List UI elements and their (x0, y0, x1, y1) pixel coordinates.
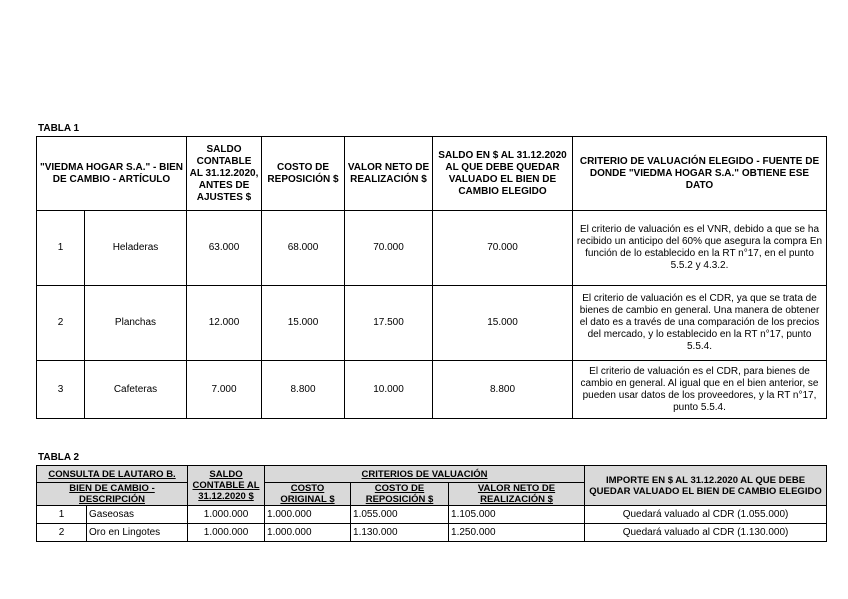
row-final: 8.800 (433, 361, 573, 419)
saldo-line2: CONTABLE AL (192, 480, 260, 491)
header-costo-reposicion (351, 483, 449, 506)
header-criterio: CRITERIO DE VALUACIÓN ELEGIDO - FUENTE DE DONDE "VIEDMA HOGAR S.A." OBTIENE ESE DATO (573, 137, 827, 211)
header-descripcion (37, 483, 188, 506)
row-vnr: 70.000 (345, 211, 433, 286)
bien-line: BIEN DE CAMBIO - (69, 483, 155, 494)
row-number: 1 (37, 506, 87, 524)
row-importe: Quedará valuado al CDR (1.130.000) (585, 524, 827, 542)
row-saldo: 12.000 (187, 286, 262, 361)
header-costo-original (265, 483, 351, 506)
saldo-line3: 31.12.2020 $ (198, 491, 254, 502)
row-costo-original: 1.000.000 (265, 524, 351, 542)
row-saldo: 1.000.000 (188, 506, 265, 524)
row-criterio: El criterio de valuación es el VNR, debido a que se ha recibido un anticipo del 60% que asegura la compra En función de lo establecido en la RT n°17, en el punto 5.5.2 y 4.3.2. (573, 211, 827, 286)
row-costo: 8.800 (262, 361, 345, 419)
header-articulo: "VIEDMA HOGAR S.A." - BIEN DE CAMBIO - ARTÍCULO (37, 137, 187, 211)
table-row (37, 524, 827, 542)
row-cdr: 1.130.000 (351, 524, 449, 542)
table-row (37, 286, 827, 361)
row-importe: Quedará valuado al CDR (1.055.000) (585, 506, 827, 524)
table-row (37, 506, 827, 524)
header-importe: IMPORTE EN $ AL 31.12.2020 AL QUE DEBE QUEDAR VALUADO EL BIEN DE CAMBIO ELEGIDO (585, 466, 827, 506)
vnr-line1: VALOR NETO DE (477, 483, 556, 494)
tabla1-caption: TABLA 1 (38, 123, 80, 134)
row-articulo: Heladeras (85, 211, 187, 286)
cdr-line1: COSTO DE (374, 483, 425, 494)
row-articulo: Cafeteras (85, 361, 187, 419)
row-saldo: 1.000.000 (188, 524, 265, 542)
row-cdr: 1.055.000 (351, 506, 449, 524)
row-number: 3 (37, 361, 85, 419)
costo-line2: ORIGINAL $ (280, 494, 335, 505)
header-saldo (188, 466, 265, 506)
header-consulta: CONSULTA DE LAUTARO B. (37, 466, 188, 483)
row-saldo: 7.000 (187, 361, 262, 419)
row-costo-original: 1.000.000 (265, 506, 351, 524)
row-number: 2 (37, 524, 87, 542)
row-articulo: Planchas (85, 286, 187, 361)
row-vnr: 1.250.000 (449, 524, 585, 542)
row-vnr: 10.000 (345, 361, 433, 419)
row-descripcion: Gaseosas (87, 506, 188, 524)
table-row (37, 361, 827, 419)
row-vnr: 1.105.000 (449, 506, 585, 524)
descripcion-line: DESCRIPCIÓN (79, 494, 145, 505)
header-costo-reposicion: COSTO DE REPOSICIÓN $ (262, 137, 345, 211)
header-vnr: VALOR NETO DE REALIZACIÓN $ (345, 137, 433, 211)
tabla2-caption: TABLA 2 (38, 452, 80, 463)
row-final: 15.000 (433, 286, 573, 361)
header-saldo: SALDO CONTABLE AL 31.12.2020, ANTES DE AJUSTES $ (187, 137, 262, 211)
row-number: 2 (37, 286, 85, 361)
header-criterios: CRITERIOS DE VALUACIÓN (265, 466, 585, 483)
table-row (37, 211, 827, 286)
costo-line1: COSTO (290, 483, 325, 494)
row-costo: 68.000 (262, 211, 345, 286)
tabla2 (36, 465, 827, 542)
row-criterio: El criterio de valuación es el CDR, ya que se trata de bienes de cambio en general. Una manera de obtener el dato es a través de una comparación de los precios del mercado, y lo establecido en la RT n°17, punto 5.5.4. (573, 286, 827, 361)
saldo-line1: SALDO (209, 469, 243, 480)
header-saldo-final: SALDO EN $ AL 31.12.2020 AL QUE DEBE QUEDAR VALUADO EL BIEN DE CAMBIO ELEGIDO (433, 137, 573, 211)
tabla1-header-row (37, 137, 827, 211)
vnr-line2: REALIZACIÓN $ (480, 494, 553, 505)
row-criterio: El criterio de valuación es el CDR, para bienes de cambio en general. Al igual que en el bien anterior, se pueden usar datos de los proveedores, y la RT n°17, punto 5.5.4. (573, 361, 827, 419)
row-costo: 15.000 (262, 286, 345, 361)
row-number: 1 (37, 211, 85, 286)
row-descripcion: Oro en Lingotes (87, 524, 188, 542)
tabla1 (36, 136, 827, 419)
header-vnr (449, 483, 585, 506)
row-saldo: 63.000 (187, 211, 262, 286)
row-final: 70.000 (433, 211, 573, 286)
row-vnr: 17.500 (345, 286, 433, 361)
cdr-line2: REPOSICIÓN $ (365, 494, 434, 505)
